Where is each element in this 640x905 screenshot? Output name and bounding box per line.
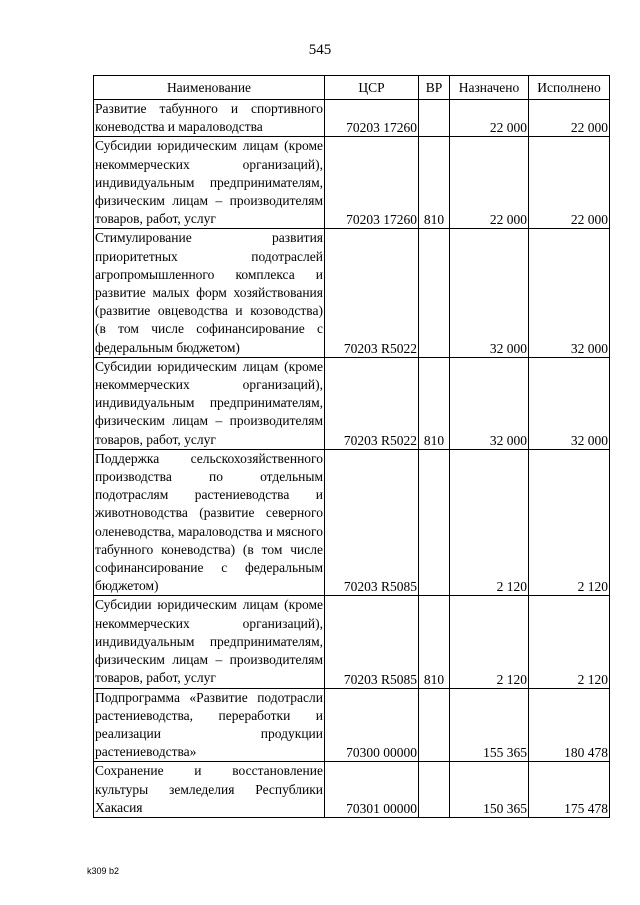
row-csr: 70203 R5022 xyxy=(325,357,419,449)
row-executed: 32 000 xyxy=(529,229,610,357)
row-csr: 70300 00000 xyxy=(325,688,419,762)
row-assigned: 150 365 xyxy=(450,762,529,818)
page-number: 545 xyxy=(308,42,332,58)
row-csr: 70203 R5085 xyxy=(325,449,419,596)
row-assigned: 22 000 xyxy=(450,100,529,137)
table-header-row xyxy=(94,76,610,100)
footer-code: k309 b2 xyxy=(87,866,120,876)
row-assigned: 155 365 xyxy=(450,688,529,762)
row-executed: 180 478 xyxy=(529,688,610,762)
row-name: Подпрограмма «Развитие подотрасли растениеводства, переработки и реализации продукции растениеводства» xyxy=(94,688,325,762)
row-name: Поддержка сельскохозяйственного производства по отдельным подотраслям растениеводства и животноводства (развитие северного оленеводства, мараловодства и мясного табунного коневодства) (в том числе софинансирование с федеральным бюджетом) xyxy=(94,449,325,596)
header-csr: ЦСР xyxy=(325,76,419,100)
row-name: Субсидии юридическим лицам (кроме некоммерческих организаций), индивидуальным предпринимателям, физическим лицам – производителям товаров, работ, услуг xyxy=(94,357,325,449)
row-csr: 70203 R5085 xyxy=(325,596,419,688)
header-name: Наименование xyxy=(94,76,325,100)
table-row xyxy=(94,137,610,229)
row-executed: 22 000 xyxy=(529,100,610,137)
row-name: Субсидии юридическим лицам (кроме некоммерческих организаций), индивидуальным предпринимателям, физическим лицам – производителям товаров, работ, услуг xyxy=(94,137,325,229)
row-assigned: 22 000 xyxy=(450,137,529,229)
row-csr: 70203 R5022 xyxy=(325,229,419,357)
row-executed: 175 478 xyxy=(529,762,610,818)
row-csr: 70301 00000 xyxy=(325,762,419,818)
row-name: Стимулирование развития приоритетных подотраслей агропромышленного комплекса и развитие малых форм хозяйствования (развитие овцеводства и козоводства) (в том числе софинансирование с федеральным бюджетом) xyxy=(94,229,325,357)
header-vr: ВР xyxy=(419,76,450,100)
row-executed: 2 120 xyxy=(529,596,610,688)
header-assigned: Назначено xyxy=(450,76,529,100)
row-csr: 70203 17260 xyxy=(325,137,419,229)
row-vr xyxy=(419,688,450,762)
row-name: Субсидии юридическим лицам (кроме некоммерческих организаций), индивидуальным предпринимателям, физическим лицам – производителям товаров, работ, услуг xyxy=(94,596,325,688)
row-name: Сохранение и восстановление культуры земледелия Республики Хакасия xyxy=(94,762,325,818)
row-vr: 810 xyxy=(419,357,450,449)
row-name: Развитие табунного и спортивного коневодства и мараловодства xyxy=(94,100,325,137)
table-row xyxy=(94,229,610,357)
table-row xyxy=(94,357,610,449)
header-executed: Исполнено xyxy=(529,76,610,100)
table-row xyxy=(94,688,610,762)
table-row xyxy=(94,596,610,688)
row-executed: 2 120 xyxy=(529,449,610,596)
row-vr: 810 xyxy=(419,596,450,688)
row-assigned: 2 120 xyxy=(450,596,529,688)
row-assigned: 32 000 xyxy=(450,357,529,449)
table-row xyxy=(94,100,610,137)
row-assigned: 2 120 xyxy=(450,449,529,596)
row-csr: 70203 17260 xyxy=(325,100,419,137)
row-executed: 32 000 xyxy=(529,357,610,449)
row-vr xyxy=(419,449,450,596)
budget-table xyxy=(93,75,610,818)
table-row xyxy=(94,449,610,596)
row-vr: 810 xyxy=(419,137,450,229)
row-assigned: 32 000 xyxy=(450,229,529,357)
row-vr xyxy=(419,762,450,818)
table-row xyxy=(94,762,610,818)
row-vr xyxy=(419,229,450,357)
row-vr xyxy=(419,100,450,137)
row-executed: 22 000 xyxy=(529,137,610,229)
